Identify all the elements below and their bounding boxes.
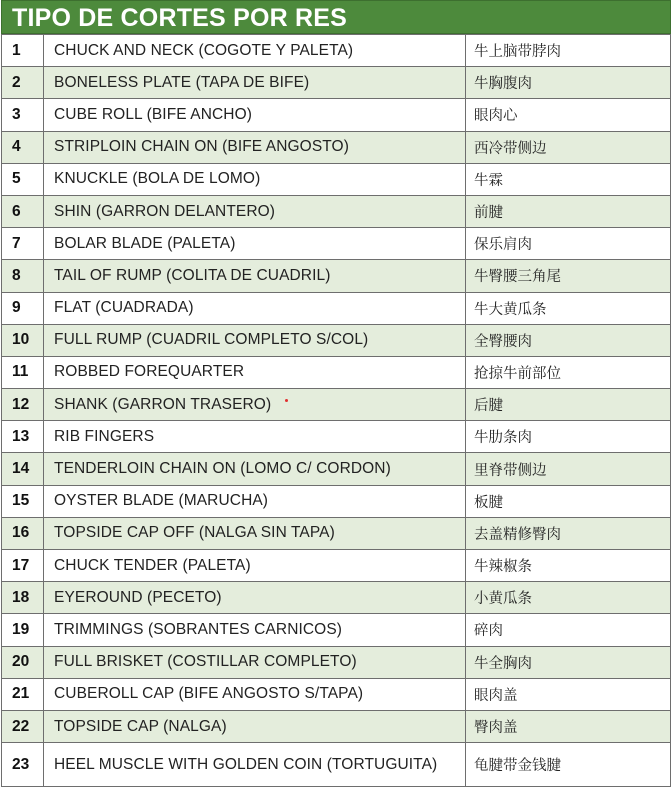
- row-number: 12: [2, 389, 44, 421]
- cut-chinese-name: 碎肉: [466, 614, 671, 646]
- cut-chinese-name: 龟腱带金钱腱: [466, 743, 671, 787]
- row-number: 20: [2, 646, 44, 678]
- table-row: [2, 614, 671, 646]
- cuts-sheet: [1, 0, 671, 787]
- row-number: 11: [2, 356, 44, 388]
- cut-name: SHANK (GARRON TRASERO): [44, 389, 466, 421]
- cut-name: TENDERLOIN CHAIN ON (LOMO C/ CORDON): [44, 453, 466, 485]
- row-number: 6: [2, 195, 44, 227]
- table-row: [2, 67, 671, 99]
- table-row: [2, 389, 671, 421]
- cuts-table-body: [2, 35, 671, 787]
- table-row: [2, 550, 671, 582]
- table-row: [2, 646, 671, 678]
- cut-name: CHUCK TENDER (PALETA): [44, 550, 466, 582]
- row-number: 10: [2, 324, 44, 356]
- row-number: 13: [2, 421, 44, 453]
- cut-name: TOPSIDE CAP OFF (NALGA SIN TAPA): [44, 517, 466, 549]
- table-row: [2, 453, 671, 485]
- table-row: [2, 743, 671, 787]
- cut-name: FLAT (CUADRADA): [44, 292, 466, 324]
- table-row: [2, 292, 671, 324]
- cut-name: RIB FINGERS: [44, 421, 466, 453]
- row-number: 18: [2, 582, 44, 614]
- cut-chinese-name: 牛大黄瓜条: [466, 292, 671, 324]
- row-number: 1: [2, 35, 44, 67]
- row-number: 3: [2, 99, 44, 131]
- table-row: [2, 517, 671, 549]
- cut-chinese-name: 后腱: [466, 389, 671, 421]
- cut-name: HEEL MUSCLE WITH GOLDEN COIN (TORTUGUITA): [44, 743, 466, 787]
- cut-name: CUBEROLL CAP (BIFE ANGOSTO S/TAPA): [44, 678, 466, 710]
- cut-chinese-name: 牛霖: [466, 163, 671, 195]
- table-row: [2, 195, 671, 227]
- cut-name: OYSTER BLADE (MARUCHA): [44, 485, 466, 517]
- cut-chinese-name: 全臀腰肉: [466, 324, 671, 356]
- cut-name: TRIMMINGS (SOBRANTES CARNICOS): [44, 614, 466, 646]
- row-number: 9: [2, 292, 44, 324]
- row-number: 16: [2, 517, 44, 549]
- row-number: 7: [2, 228, 44, 260]
- row-number: 4: [2, 131, 44, 163]
- cut-chinese-name: 去盖精修臀肉: [466, 517, 671, 549]
- row-number: 22: [2, 710, 44, 742]
- row-number: 19: [2, 614, 44, 646]
- cut-chinese-name: 保乐肩肉: [466, 228, 671, 260]
- cut-name: BOLAR BLADE (PALETA): [44, 228, 466, 260]
- cut-name: FULL RUMP (CUADRIL COMPLETO S/COL): [44, 324, 466, 356]
- table-row: [2, 163, 671, 195]
- cut-chinese-name: 牛全胸肉: [466, 646, 671, 678]
- red-dot-mark: [285, 399, 288, 402]
- cut-name: KNUCKLE (BOLA DE LOMO): [44, 163, 466, 195]
- cut-name: TAIL OF RUMP (COLITA DE CUADRIL): [44, 260, 466, 292]
- table-row: [2, 324, 671, 356]
- row-number: 14: [2, 453, 44, 485]
- row-number: 21: [2, 678, 44, 710]
- table-row: [2, 260, 671, 292]
- cut-chinese-name: 前腱: [466, 195, 671, 227]
- cut-chinese-name: 牛上脑带脖肉: [466, 35, 671, 67]
- row-number: 8: [2, 260, 44, 292]
- table-row: [2, 35, 671, 67]
- cut-chinese-name: 牛臀腰三角尾: [466, 260, 671, 292]
- table-row: [2, 710, 671, 742]
- table-row: [2, 678, 671, 710]
- cuts-table: [1, 34, 671, 787]
- cut-name: STRIPLOIN CHAIN ON (BIFE ANGOSTO): [44, 131, 466, 163]
- cut-name: SHIN (GARRON DELANTERO): [44, 195, 466, 227]
- cut-name: EYEROUND (PECETO): [44, 582, 466, 614]
- cut-chinese-name: 眼肉心: [466, 99, 671, 131]
- cut-chinese-name: 里脊带侧边: [466, 453, 671, 485]
- cut-chinese-name: 臀肉盖: [466, 710, 671, 742]
- cut-chinese-name: 牛辣椒条: [466, 550, 671, 582]
- cut-chinese-name: 板腱: [466, 485, 671, 517]
- row-number: 15: [2, 485, 44, 517]
- table-title: TIPO DE CORTES POR RES: [1, 0, 671, 34]
- cut-name: ROBBED FOREQUARTER: [44, 356, 466, 388]
- cut-name: FULL BRISKET (COSTILLAR COMPLETO): [44, 646, 466, 678]
- table-row: [2, 356, 671, 388]
- cut-name: CHUCK AND NECK (COGOTE Y PALETA): [44, 35, 466, 67]
- table-row: [2, 582, 671, 614]
- row-number: 17: [2, 550, 44, 582]
- cut-chinese-name: 牛肋条肉: [466, 421, 671, 453]
- cut-chinese-name: 西冷带侧边: [466, 131, 671, 163]
- table-row: [2, 228, 671, 260]
- row-number: 5: [2, 163, 44, 195]
- cut-name: TOPSIDE CAP (NALGA): [44, 710, 466, 742]
- cut-name: BONELESS PLATE (TAPA DE BIFE): [44, 67, 466, 99]
- cut-chinese-name: 眼肉盖: [466, 678, 671, 710]
- cut-chinese-name: 牛胸腹肉: [466, 67, 671, 99]
- cut-name: CUBE ROLL (BIFE ANCHO): [44, 99, 466, 131]
- table-row: [2, 99, 671, 131]
- table-row: [2, 485, 671, 517]
- row-number: 23: [2, 743, 44, 787]
- cut-chinese-name: 抢掠牛前部位: [466, 356, 671, 388]
- row-number: 2: [2, 67, 44, 99]
- table-row: [2, 421, 671, 453]
- cut-chinese-name: 小黄瓜条: [466, 582, 671, 614]
- table-row: [2, 131, 671, 163]
